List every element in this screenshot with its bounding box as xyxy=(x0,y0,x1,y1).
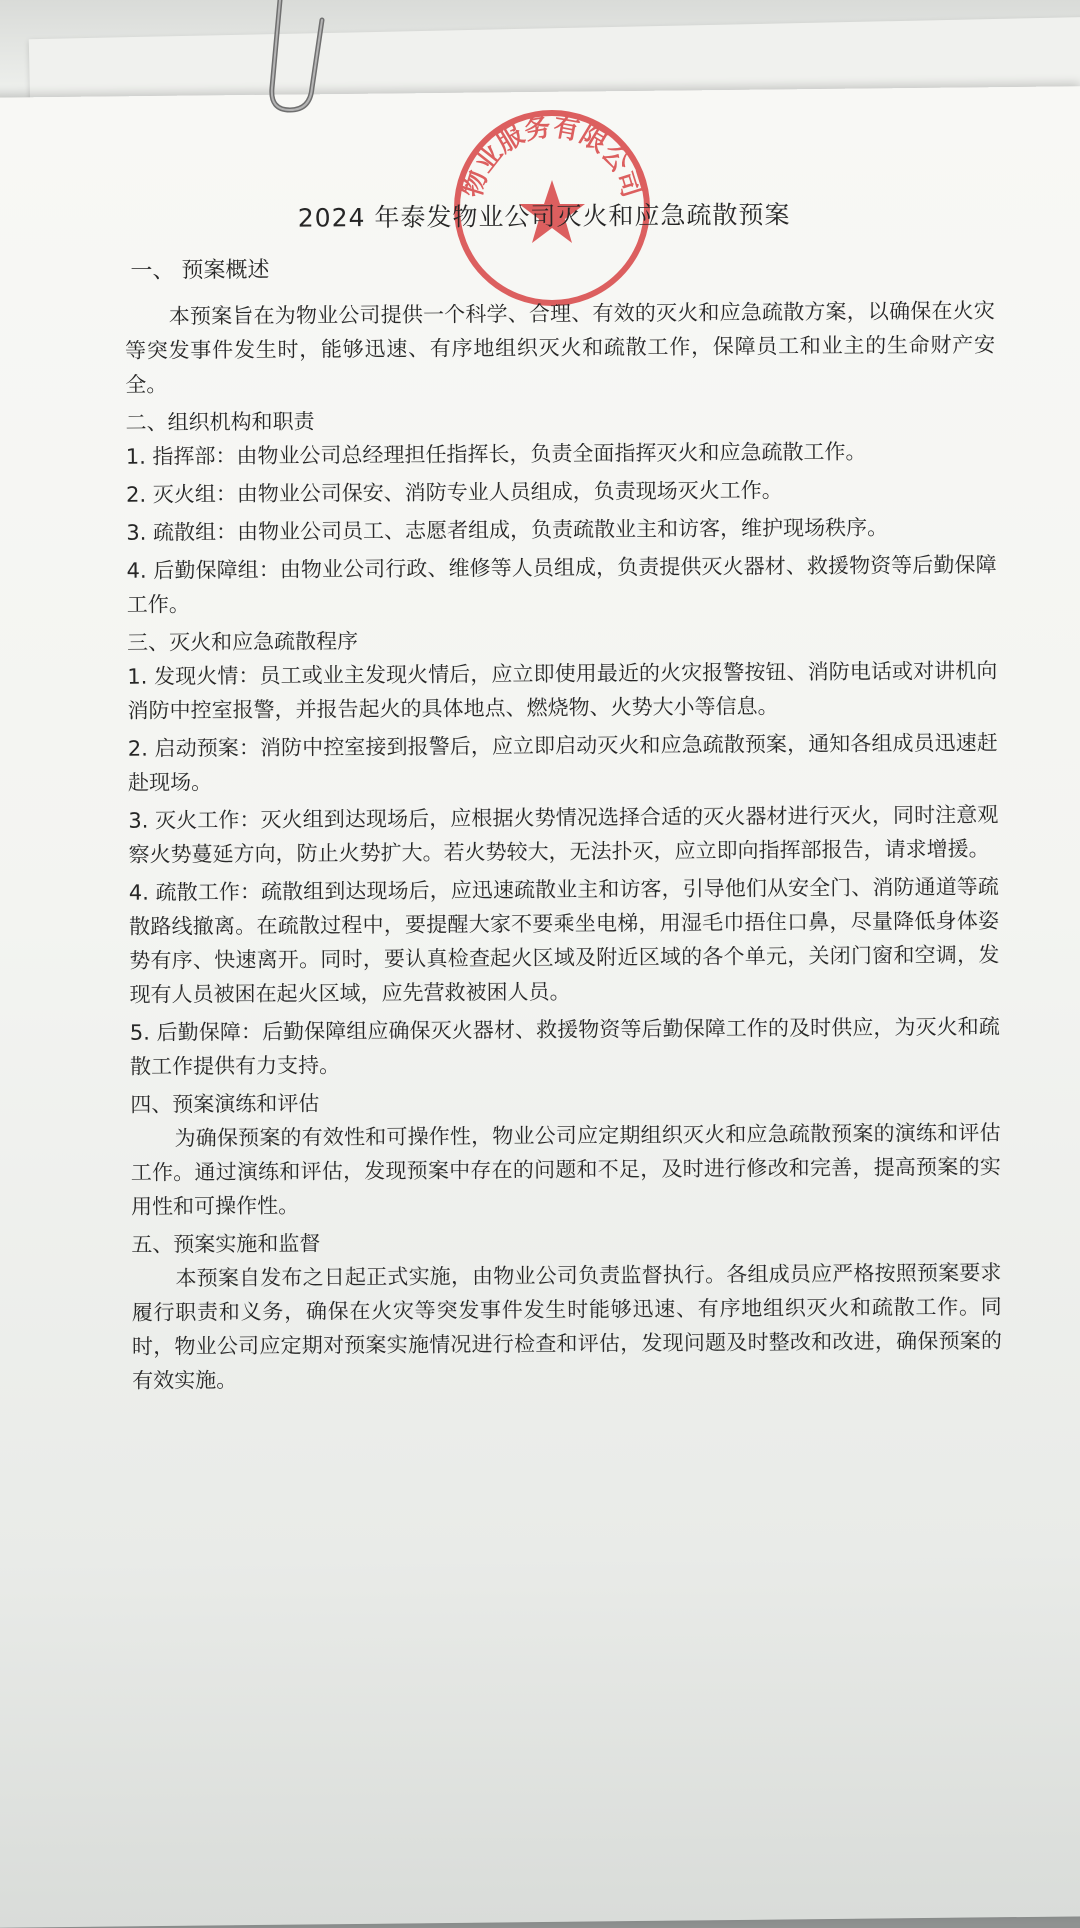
seal-text: 物业服务有限公司 xyxy=(457,112,647,202)
section-4-heading: 四、预案演练和评估 xyxy=(130,1091,320,1117)
list-item: 5. 后勤保障：后勤保障组应确保灭火器材、救援物资等后勤保障工作的及时供应，为灭火和疏散工作提供有力支持。 xyxy=(129,1014,1000,1079)
list-item: 3. 灭火工作：灭火组到达现场后，应根据火势情况选择合适的灭火器材进行灭火，同时注意观察火势蔓延方向，防止火势扩大。若火势较大，无法扑灭，应立即向指挥部报告，请求增援。 xyxy=(128,802,999,867)
list-item: 1. 发现火情：员工或业主发现火情后，应立即使用最近的火灾报警按钮、消防电话或对讲机向消防中控室报警，并报告起火的具体地点、燃烧物、火势大小等信息。 xyxy=(127,658,998,723)
section-3-heading: 三、灭火和应急疏散程序 xyxy=(127,629,359,655)
list-item: 4. 疏散工作：疏散组到达现场后，应迅速疏散业主和访客，引导他们从安全门、消防通道等疏散路线撤离。在疏散过程中，要提醒大家不要乘坐电梯，用湿毛巾捂住口鼻，尽量降低身体姿势有序、快速离开。同时，要认真检查起火区域及附近区域的各个单元，关闭门窗和空调，发现有人员被困在起火区域，应先营救被困人员。 xyxy=(128,874,1000,1007)
list-item: 4. 后勤保障组：由物业公司行政、维修等人员组成，负责提供灭火器材、救援物资等后勤保障工作。 xyxy=(126,552,997,617)
section-2-heading: 二、组织机构和职责 xyxy=(125,409,315,435)
list-item: 3. 疏散组：由物业公司员工、志愿者组成，负责疏散业主和访客，维护现场秩序。 xyxy=(126,515,889,545)
section-1-body: 本预案旨在为物业公司提供一个科学、合理、有效的灭火和应急疏散方案，以确保在火灾等突发事件发生时，能够迅速、有序地组织灭火和疏散工作，保障员工和业主的生命财产安全。 xyxy=(124,298,996,397)
list-item: 2. 启动预案：消防中控室接到报警后，应立即启动灭火和应急疏散预案，通知各组成员迅速赶赴现场。 xyxy=(127,730,998,795)
list-item: 1. 指挥部：由物业公司总经理担任指挥长，负责全面指挥灭火和应急疏散工作。 xyxy=(125,439,867,469)
list-item: 2. 灭火组：由物业公司保安、消防专业人员组成，负责现场灭火工作。 xyxy=(125,478,783,507)
document-body xyxy=(94,194,1002,1402)
document-title: 2024 年泰发物业公司灭火和应急疏散预案 xyxy=(297,200,791,233)
section-5-heading: 五、预案实施和监督 xyxy=(131,1231,321,1257)
paperclip-icon xyxy=(250,0,340,120)
section-1-heading: 一、 预案概述 xyxy=(130,257,270,284)
section-5-body: 本预案自发布之日起正式实施，由物业公司负责监督执行。各组成员应严格按照预案要求履行职责和义务，确保在火灾等突发事件发生时能够迅速、有序地组织灭火和疏散工作。同时，物业公司应定期对预案实施情况进行检查和评估，发现问题及时整改和改进，确保预案的有效实施。 xyxy=(131,1260,1003,1393)
section-4-body: 为确保预案的有效性和可操作性，物业公司应定期组织灭火和应急疏散预案的演练和评估工作。通过演练和评估，发现预案中存在的问题和不足，及时进行修改和完善，提高预案的实用性和可操作性。 xyxy=(130,1120,1001,1219)
